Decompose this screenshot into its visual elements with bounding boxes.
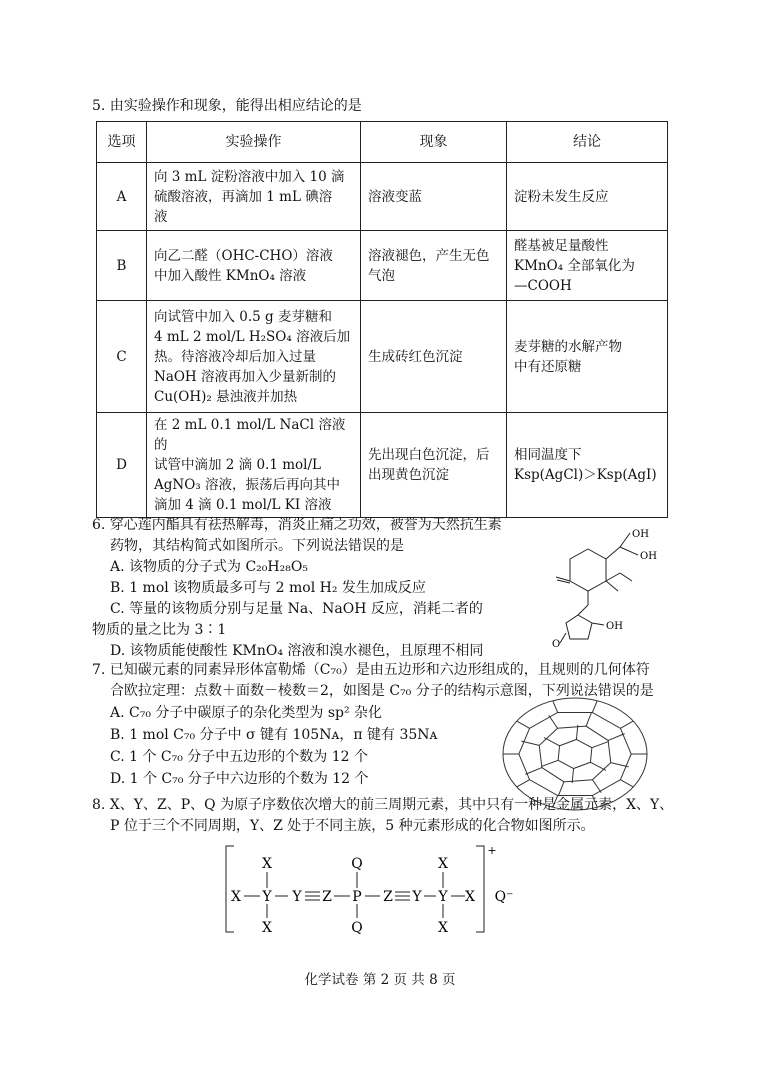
q7-option-a: A. C₇₀ 分子中碳原子的杂化类型为 sp² 杂化 [110, 705, 383, 721]
cell-operation-line: 在 2 mL 0.1 mol/L NaCl 溶液的 [154, 417, 346, 453]
cell-option: D [97, 413, 147, 518]
cell-phenomenon [361, 413, 507, 518]
q6-stem-line1: 6. 穿心莲内酯具有祛热解毒，消炎止痛之功效，被誉为天然抗生素 [92, 517, 502, 533]
cell-operation [147, 301, 361, 413]
atom-x-bottom-right: X [438, 920, 448, 936]
cell-operation-line: 试管中滴加 2 滴 0.1 mol/L [154, 457, 321, 473]
header-phenomenon: 现象 [361, 122, 507, 163]
q6-option-c-cont: 物质的量之比为 3∶1 [92, 622, 227, 638]
cell-phenomenon-line: 溶液褪色，产生无色 [368, 247, 490, 264]
cell-operation-line: 向 3 mL 淀粉溶液中加入 10 滴 [154, 168, 345, 185]
atom-y-1: Y [262, 889, 272, 905]
cell-operation-line: 热。待溶液冷却后加入过量 [154, 348, 316, 365]
cell-conclusion-line: Ksp(AgCl)＞Ksp(AgI) [514, 467, 657, 483]
page-footer: 化学试卷 第 2 页 共 8 页 [304, 972, 456, 988]
cell-conclusion-line: —COOH [514, 277, 572, 294]
compound-structure [222, 842, 522, 937]
cell-phenomenon-line: 出现黄色沉淀 [368, 467, 449, 483]
atom-y-2: Y [292, 889, 302, 905]
cell-operation-line: 滴加 4 滴 0.1 mol/L KI 溶液 [154, 497, 332, 513]
cell-option: B [97, 231, 147, 301]
oh-label-3: OH [606, 621, 623, 632]
cell-conclusion-line: 醛基被足量酸性 [514, 237, 609, 254]
cell-operation [147, 163, 361, 231]
q8-stem-line2: P 位于三个不同周期，Y、Z 处于不同主族，5 种元素形成的化合物如图所示。 [110, 818, 595, 834]
cell-operation-line: 向乙二醛（OHC-CHO）溶液 [154, 247, 333, 264]
cell-conclusion [507, 163, 668, 231]
o-label: O [552, 639, 561, 650]
q7-option-d: D. 1 个 C₇₀ 分子中六边形的个数为 12 个 [110, 771, 369, 787]
cell-conclusion-line: 相同温度下 [514, 447, 582, 463]
q6-option-a: A. 该物质的分子式为 C₂₀H₂₈O₅ [110, 559, 308, 575]
q7-option-c: C. 1 个 C₇₀ 分子中五边形的个数为 12 个 [110, 749, 369, 765]
q5-stem: 5. 由实验操作和现象，能得出相应结论的是 [92, 98, 362, 114]
atom-y-4: Y [438, 889, 448, 905]
table-row [97, 413, 668, 518]
experiment-table [96, 121, 668, 518]
andrographolide-structure [540, 525, 670, 650]
cell-phenomenon-line: 生成砖红色沉淀 [368, 348, 463, 365]
q6-stem-line2: 药物，其结构简式如图所示。下列说法错误的是 [110, 538, 404, 554]
atom-y-3: Y [412, 889, 422, 905]
atom-q-bottom: Q [351, 920, 363, 936]
q8-stem-line1: 8. X、Y、Z、P、Q 为原子序数依次增大的前三周期元素，其中只有一种是金属元素，X、Y、 [92, 797, 674, 813]
cell-operation-line: 向试管中加入 0.5 g 麦芽糖和 [154, 308, 332, 325]
cell-conclusion-line: 麦芽糖的水解产物 [514, 338, 622, 355]
cell-conclusion [507, 413, 668, 518]
cell-phenomenon-line: 先出现白色沉淀，后 [368, 447, 490, 463]
cell-conclusion-line: 淀粉未发生反应 [514, 188, 609, 205]
header-conclusion: 结论 [507, 122, 668, 163]
cell-phenomenon [361, 231, 507, 301]
q6-option-c: C. 等量的该物质分别与足量 Na、NaOH 反应，消耗二者的 [110, 601, 483, 617]
cation-charge: + [487, 844, 497, 857]
cell-operation-line: 液 [154, 208, 168, 225]
cell-operation [147, 413, 361, 518]
q6-option-d: D. 该物质能使酸性 KMnO₄ 溶液和溴水褪色，且原理不相同 [110, 643, 484, 659]
atom-x-bottom-left: X [262, 920, 272, 936]
table-header-row [97, 122, 668, 163]
q7-option-b: B. 1 mol C₇₀ 分子中 σ 键有 105Nᴀ，π 键有 35Nᴀ [110, 727, 438, 743]
cell-conclusion [507, 231, 668, 301]
atom-z-2: Z [383, 889, 393, 905]
cell-option: C [97, 301, 147, 413]
cell-operation-line: Cu(OH)₂ 悬浊液并加热 [154, 388, 298, 405]
cell-phenomenon [361, 301, 507, 413]
table-row [97, 231, 668, 301]
atom-x-top-right: X [438, 856, 448, 872]
atom-x-right: X [465, 889, 475, 905]
cell-conclusion [507, 301, 668, 413]
cell-phenomenon-line: 气泡 [368, 267, 395, 284]
cell-option: A [97, 163, 147, 231]
cell-phenomenon [361, 163, 507, 231]
cell-conclusion-line: KMnO₄ 全部氧化为 [514, 257, 635, 274]
atom-z-1: Z [322, 889, 332, 905]
atom-q-top: Q [351, 856, 363, 872]
table-row [97, 163, 668, 231]
q7-stem-line1: 7. 已知碳元素的同素异形体富勒烯（C₇₀）是由五边形和六边形组成的，且规则的几何体符 [92, 662, 650, 678]
atom-x-top-left: X [262, 856, 272, 872]
oh-label-1: OH [632, 529, 649, 540]
cell-operation-line: AgNO₃ 溶液，振荡后再向其中 [154, 477, 340, 493]
atom-p: P [352, 889, 362, 905]
atom-x-left: X [231, 889, 241, 905]
cell-operation-line: 4 mL 2 mol/L H₂SO₄ 溶液后加 [154, 328, 351, 345]
header-operation: 实验操作 [147, 122, 361, 163]
cell-operation-line: 硫酸溶液，再滴加 1 mL 碘溶 [154, 188, 333, 205]
cell-conclusion-line: 中有还原糖 [514, 358, 582, 375]
cell-operation-line: NaOH 溶液再加入少量新制的 [154, 368, 336, 385]
table-row [97, 301, 668, 413]
cell-phenomenon-line: 溶液变蓝 [368, 188, 422, 205]
oh-label-2: OH [640, 551, 657, 562]
cell-operation [147, 231, 361, 301]
header-option: 选项 [97, 122, 147, 163]
anion-q: Q⁻ [494, 889, 514, 905]
q6-option-b: B. 1 mol 该物质最多可与 2 mol H₂ 发生加成反应 [110, 580, 426, 596]
q7-stem-line2: 合欧拉定理：点数＋面数－棱数＝2，如图是 C₇₀ 分子的结构示意图，下列说法错误的是 [110, 683, 654, 699]
cell-operation-line: 中加入酸性 KMnO₄ 溶液 [154, 267, 307, 284]
